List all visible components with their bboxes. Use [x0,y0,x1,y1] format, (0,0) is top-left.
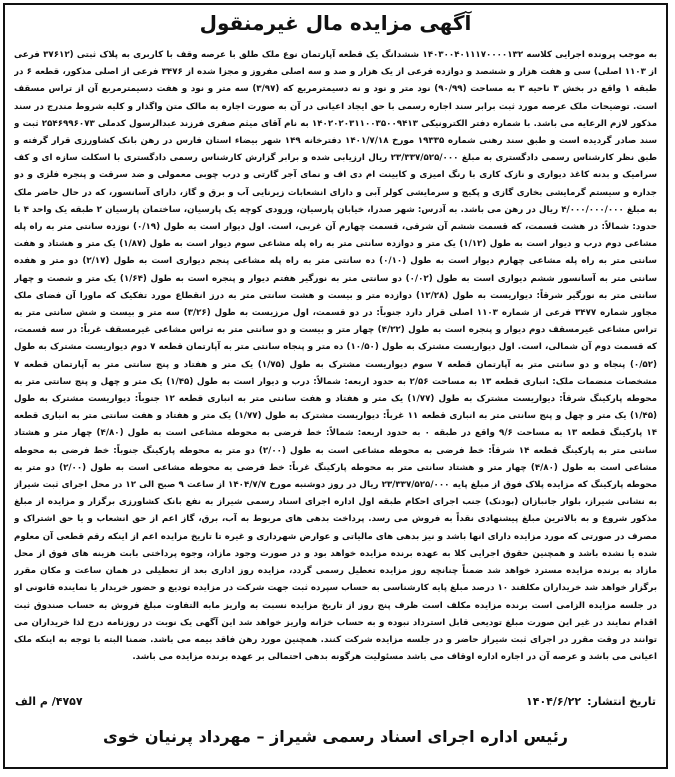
notice-frame [3,3,668,769]
notice-body: به موجب پرونده اجرایی کلاسه ۱۴۰۳۰۰۴۰۱۱۱۷۰۰۰۰۱۳۲ ششدانگ یک قطعه آپارتمان نوع ملک طلق با عرصه وقف با کاربری به پلاک ثبتی (۳۷۶۱۲ فرعی از ۱۱۰۳ اصلی) سی و هفت هزار و ششصد و دوازده فرعی از یک هزار و صد و سه اصلی مفروز و مجزا شده از ۳۴۷۶ فرعی از اصلی مذکور، قطعه ۶ در طبقه ۱ واقع در بخش ۳ ناحیه ۳ به مساحت (۹۰/۹۹) نود متر و نود و نه دسیمترمربع که (۳/۹۷) سه متر و نود و هفت دسیمترمربع آن از تراس مسقف است. توضیحات ملک عرصه مورد ثبت برابر سند اجاره رسمی با حق ایجاد اعیانی در آن به صورت اجاره به مالک متن واگذار و کلیه شروط مندرج در سند مذکور لازم الرعایه می باشد. با شماره دفتر الکترونیکی ۱۴۰۲۰۲۰۳۱۱۰۰۳۵۰۰۹۴۱۳ به نام آقای میثم صفری فرزند عبدالرسول کدملی ۲۵۴۶۹۹۶۰۷۳ ثبت و سند صادر گردیده است و طبق سند رهنی شماره ۱۹۳۳۵ مورخ ۱۴۰۱/۷/۱۸ دفترخانه ۱۴۹ شهر بیضاء استان فارس در رهن بانک کشاورزی قرار گرفته و طبق نظر کارشناس رسمی دادگستری به مبلغ ۲۳/۳۳۷/۵۲۵/۰۰۰ ریال ارزیابی شده و برابر گزارش کارشناس رسمی دادگستری با اسکلت سازه ای و کف سرامیک و بدنه کاغذ دیواری و نازک کاری با رنگ امیزی و کابینت ام دی اف و نمای آجر گارتی و درب چوبی معمولی و ضد سرقت و پنجره فلزی و دو جداره و سیستم گرمایشی بخاری گازی و پکیج و سرمایشی کولر آبی و دارای انشعابات زیرنایی آب و برق و گاز، دارای آسانسور، که در حال حاضر ملک به مبلغ ۴/۰۰۰/۰۰۰/۰۰۰ ریال در رهن می باشد. به آدرس: شهر صدرا، خیابان پارسیان، ورودی کوچه یک پارسیان، ساختمان پارسیان ۲ طبقه یک واحد ۴ با حدود: شمالاً: در هشت قسمت، که قسمت ششم آن شرقی، قسمت چهارم آن غربی، است. اول دیوار است به طول (۰/۱۹) نوزده سانتی متر به راه پله مشاعی دوم درب و دیوار است به طول (۱/۱۲) یک متر و دوازده سانتی متر به راه پله مشاعی سوم دیوار است به طول (۱/۸۷) یک متر و هشتاد و هفت سانتی متر به راه پله مشاعی چهارم دیوار است به طول (۰/۱۰) ده سانتی متر به راه پله مشاعی پنجم دیواری است به طول (۲/۱۷) دو متر و هفده سانتی متر به آسانسور ششم دیواری است به طول (۰/۰۲) دو سانتی متر به نورگیر هفتم دیوار و پنجره است به طول (۱/۶۴) یک متر و شصت و چهار سانتی متر به نورگیر شرقاً: دیواریست به طول (۱۲/۲۸) دوازده متر و بیست و هشت سانتی متر به درز انقطاع مورد تفکیک که ماورا آن فضای ملک مجاور شماره ۳۴۷۷ فرعی از شماره ۱۱۰۳ اصلی قرار دارد جنوباً: در دو قسمت، اول مرزیست به طول (۳/۲۶) سه متر و بیست و شش سانتی متر به تراس مشاعی غیرمسقف دوم دیوار و پنجره است به طول (۴/۲۲) چهار متر و بیست و دو سانتی متر به تراس مشاعی غیرمسقف غرباً: در سه قسمت، که قسمت دوم آن شمالی، است. اول دیواریست مشترک به طول (۱۰/۵۰) ده متر و پنجاه سانتی متر به آپارتمان قطعه ۷ دوم دیواریست مشترک به طول (۰/۵۲) پنجاه و دو سانتی متر به آپارتمان قطعه ۷ سوم دیواریست مشترک به طول (۱/۷۵) یک متر و هفتاد و پنج سانتی متر به آپارتمان قطعه ۷ مشخصات منضمات ملک: انباری قطعه ۱۳ به مساحت ۲/۵۶ به حدود اربعه: شمالاً: درب و دیوار است به طول (۱/۴۵) یک متر و چهل و پنج سانتی متر به محوطه پارکینگ شرقاً: دیواریست مشترک به طول (۱/۷۷) یک متر و هفتاد و هفت سانتی متر به انباری قطعه ۱۲ جنوباً: دیواریست مشترک به طول (۱/۴۵) یک متر و چهل و پنج سانتی متر به انباری قطعه ۱۱ غرباً: دیواریست مشترک به طول (۱/۷۷) یک متر و هفتاد و هفت سانتی متر به انباری قطعه ۱۴ پارکینگ قطعه ۱۳ به مساحت ۹/۶ واقع در طبقه ۰ به حدود اربعه: شمالاً: خط فرضی به محوطه مشاعی است به طول (۴/۸۰) چهار متر و هشتاد سانتی متر به پارکینگ قطعه ۱۴ شرقاً: خط فرضی به محوطه مشاعی است به طول (۲/۰۰) دو متر به محوطه پارکینگ جنوباً: خط فرضی به محوطه مشاعی است به طول (۴/۸۰) چهار متر و هشتاد سانتی متر به محوطه پارکینگ غرباً: خط فرضی به محوطه مشاعی است به طول (۲/۰۰) دو متر به محوطه پارکینگ که مزایده پلاک فوق از مبلغ پایه ۲۳/۳۳۷/۵۲۵/۰۰۰ ریال در روز دوشنبه مورخ ۱۴۰۴/۷/۷ از ساعت ۹ صبح الی ۱۲ در محل اجرای ثبت شیراز به نشانی شیراز، بلوار جانبازان (بودنک) جنب اجرای احکام طبقه اول اداره اجرای اسناد رسمی شیراز به نفع بانک کشاورزی برگزار و مزایده از مبلغ مذکور شروع و به بالاترین مبلغ پیشنهادی نقداً به فروش می رسد. پرداخت بدهی های مربوط به آب، برق، گاز اعم از حق انشعاب و یا حق اشتراک و مصرف در صورتی که مورد مزایده دارای انها باشد و نیز بدهی های مالیاتی و عوارض شهرداری و غیره تا تاریخ مزایده اعم از اینکه رقم قطعی آن معلوم شده یا نشده باشد و همچنین حقوق اجرایی کلا به عهده برنده مزایده خواهد بود و در صورت وجود مازاد، وجوه پرداختی بابت هزینه های فوق از محل مازاد به برنده مزایده مسترد خواهد شد ضمناً چنانچه روز مزایده تعطیل رسمی گردد، مزایده روز اداری بعد از تعطیلی در همان ساعت و مکان مقرر برگزار خواهد شد خریداران مکلفند ۱۰ درصد مبلغ پایه کارشناسی به حساب سپرده ثبت جهت شرکت در مزایده تودیع و حضور خریدار یا نماینده قانونی او در جلسه مزایده الزامی است برنده مزایده مکلف است ظرف پنج روز از تاریخ مزایده نسبت به واریز مابه التفاوت مبلغ فروش به حساب صندوق ثبت اقدام نمایند در غیر این صورت مبلغ تودیعی قابل استرداد نبوده و به حساب خزانه واریز خواهد شد این آگهی یک نوبت در روزنامه درج لذا خریداران می توانند در وقت مقرر در اجرای ثبت شیراز حاضر و در جلسه مزایده شرکت کنند. همچنین مورد رهن فاقد بیمه می باشد. ضمنا البته با توجه به اینکه ملک اعیانی می باشد و عرصه آن در اجاره اداره اوقاف می باشد مسئولیت هرگونه بدهی احتمالی بر عهده برنده مزایده می باشد. [14,50,657,663]
notice-code: ۴۷۵۷/ م الف [15,695,83,708]
publication-date-value: ۱۴۰۴/۶/۲۲ [526,695,582,708]
notice-footer [15,695,656,713]
signature-line: رئیس اداره اجرای اسناد رسمی شیراز – مهرداد پرنیان خوی [103,727,568,746]
publication-date [526,695,656,708]
publication-date-label: تاریخ انتشار: [587,695,656,708]
notice-title: آگهی مزایده مال غیرمنقول [199,11,472,35]
